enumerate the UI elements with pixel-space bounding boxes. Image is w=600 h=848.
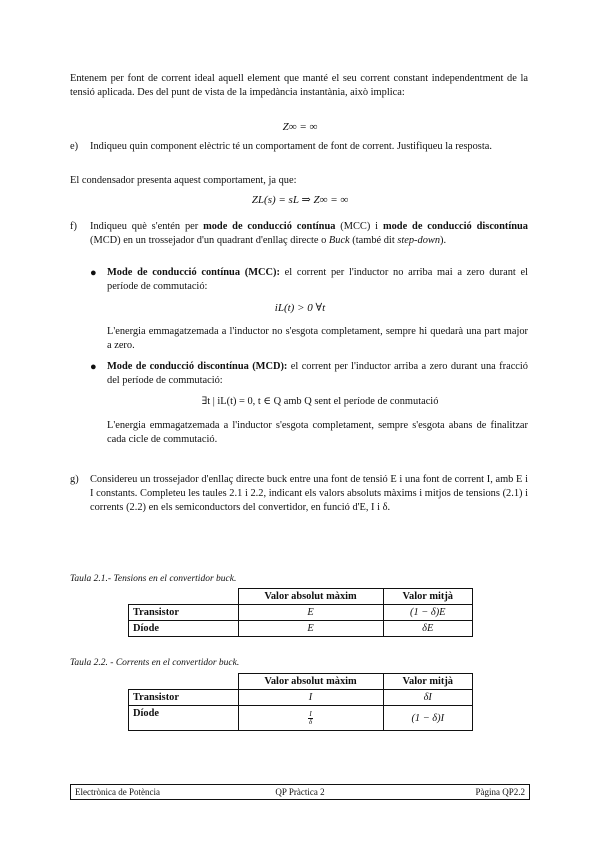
column-header-max: Valor absolut màxim xyxy=(238,589,383,605)
row-label: Transistor xyxy=(129,605,239,621)
question-e-label: e) xyxy=(70,141,79,152)
column-header-max: Valor absolut màxim xyxy=(238,674,383,690)
equation-z-infinity: Z∞ = ∞ xyxy=(282,121,318,133)
bullet-icon: ● xyxy=(90,267,97,279)
table-2-1-caption: Taula 2.1.- Tensions en el convertidor buck. xyxy=(70,574,237,584)
mcc-term: mode de conducció contínua xyxy=(203,221,336,232)
cell-avg: (1 − δ)I xyxy=(383,706,473,731)
table-row xyxy=(129,706,473,731)
mcc-text: el corrent per l'inductor no arriba mai a zero durant el període de commutació: xyxy=(107,267,528,292)
mcc-energy-text: L'energia emmagatzemada a l'inductor no s'esgota completament, sempre hi quedarà una part major a zero. xyxy=(107,326,528,351)
row-label: Díode xyxy=(129,621,239,637)
table-corner xyxy=(129,589,239,605)
footer-left: Electrònica de Potència xyxy=(75,787,160,797)
question-f-part: (MCD) en un trossejador d'un quadrant d'enllaç directe o xyxy=(90,235,329,246)
page-footer xyxy=(70,784,530,800)
table-2-2-caption: Taula 2.2. - Corrents en el convertidor buck. xyxy=(70,658,240,668)
question-g-label: g) xyxy=(70,474,79,485)
step-down-term: step-down xyxy=(397,235,441,246)
table-row xyxy=(129,605,473,621)
row-label: Díode xyxy=(129,706,239,731)
buck-term: Buck xyxy=(328,235,350,246)
table-row xyxy=(129,621,473,637)
table-2-1 xyxy=(128,588,473,637)
question-f-label: f) xyxy=(70,221,77,232)
question-f-part: Indiqueu què s'entén per xyxy=(90,221,204,232)
cell-max: E xyxy=(238,621,383,637)
table-2-2 xyxy=(128,673,473,731)
fraction-numerator: I xyxy=(309,709,312,718)
column-header-avg: Valor mitjà xyxy=(383,589,473,605)
mcd-text: el corrent per l'inductor arriba a zero durant una fracció del període de commutació: xyxy=(107,361,529,386)
equation-inductor-impedance: ZL(s) = sL ⇒ Z∞ = ∞ xyxy=(251,194,349,206)
table-corner xyxy=(129,674,239,690)
cell-max xyxy=(238,706,383,731)
equation-mcc: iL(t) > 0 ∀t xyxy=(274,302,326,314)
mcd-definition xyxy=(107,360,528,388)
intro-paragraph: Entenem per font de corrent ideal aquell element que manté el seu corrent constant independentment de la tensió aplicada. Des del punt de vista de la impedància instantània, això implica: xyxy=(70,73,528,98)
answer-e-text: El condensador presenta aquest comportament, ja que: xyxy=(70,175,297,186)
mcd-energy-text: L'energia emmagatzemada a l'inductor s'esgota completament, sempre s'esgota abans de finalitzar cada cicle de commutació. xyxy=(107,420,528,445)
bullet-icon: ● xyxy=(90,361,97,373)
cell-max: E xyxy=(238,605,383,621)
question-g-text: Considereu un trossejador d'enllaç directe buck entre una font de tensió E i una font de corrent I, amb E i I constants. Completeu les taules 2.1 i 2.2, indicant els valors absoluts màxims i mitjos de tensions (2.1) i corrents (2.2) en els semiconductors del convertidor, en funció d'E, I i δ. xyxy=(90,474,528,513)
cell-avg: δI xyxy=(383,690,473,706)
row-label: Transistor xyxy=(129,690,239,706)
mcc-title: Mode de conducció contínua (MCC): xyxy=(107,267,280,278)
table-row xyxy=(129,690,473,706)
fraction xyxy=(308,711,312,726)
cell-avg: δE xyxy=(383,621,473,637)
mcc-definition xyxy=(107,266,528,294)
question-e-text: Indiqueu quin component elèctric té un comportament de font de corrent. Justifiqueu la resposta. xyxy=(90,141,492,152)
question-f-part: (també dit xyxy=(349,235,398,246)
mcd-term: mode de conducció discontínua xyxy=(382,221,529,232)
mcd-title: Mode de conducció discontínua (MCD): xyxy=(107,361,288,372)
footer-right: Pàgina QP2.2 xyxy=(475,787,525,797)
equation-mcd: ∃t | iL(t) = 0, t ∈ Q amb Q sent el període de conmutació xyxy=(201,396,439,407)
cell-avg: (1 − δ)E xyxy=(383,605,473,621)
footer-center: QP Pràctica 2 xyxy=(275,787,325,797)
question-f-text xyxy=(90,220,528,248)
question-f-part: ). xyxy=(440,235,447,246)
column-header-avg: Valor mitjà xyxy=(383,674,473,690)
question-f-part: (MCC) i xyxy=(335,221,383,232)
cell-max: I xyxy=(238,690,383,706)
fraction-denominator: δ xyxy=(308,717,313,726)
